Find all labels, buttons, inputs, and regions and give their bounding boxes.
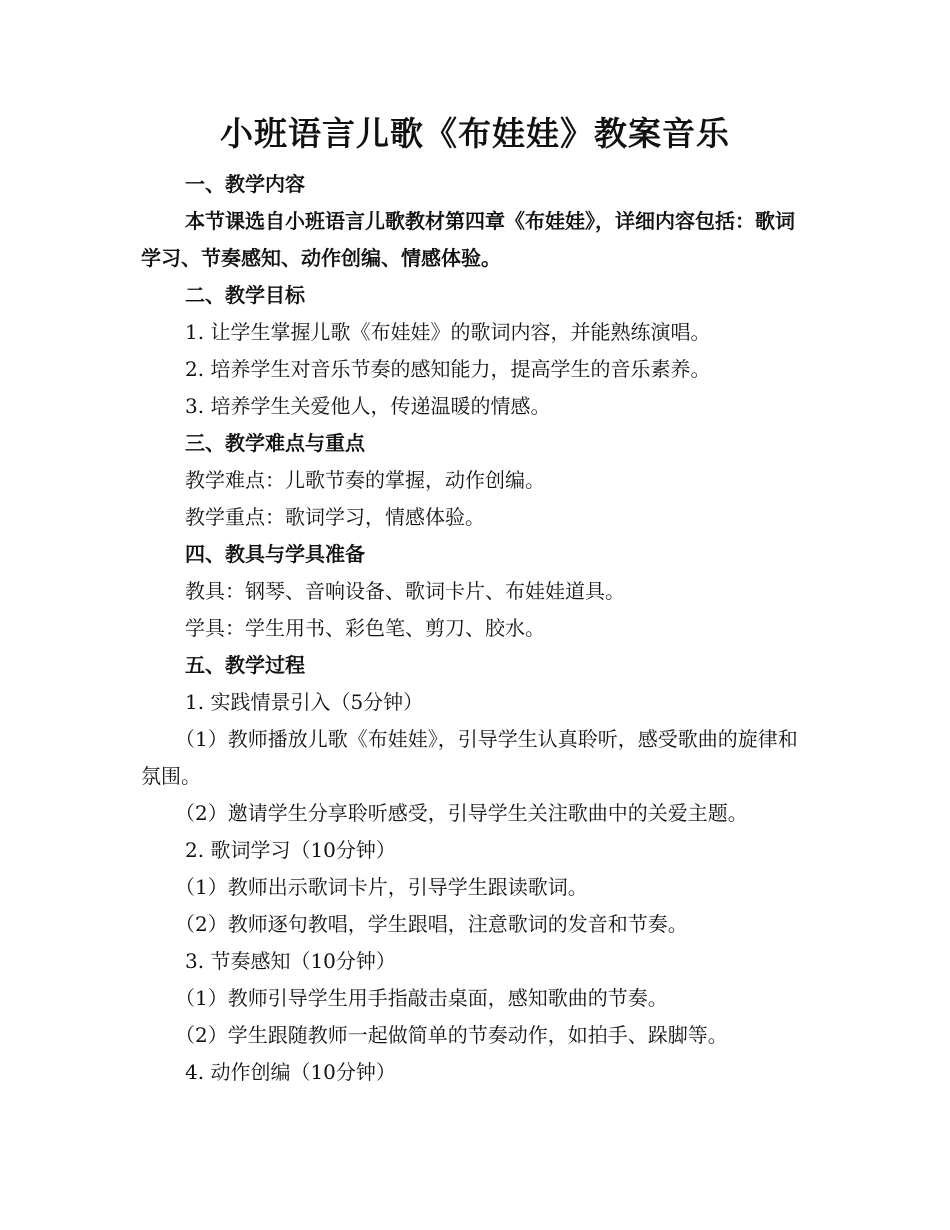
document-body <box>141 166 809 1091</box>
section-heading-objectives: 二、教学目标 <box>185 283 305 307</box>
section-heading-process: 五、教学过程 <box>185 653 305 677</box>
difficulty-item: 教学难点：儿歌节奏的掌握，动作创编。 <box>185 468 545 492</box>
keypoint-item: 教学重点：歌词学习，情感体验。 <box>185 505 485 529</box>
section-heading-materials: 四、教具与学具准备 <box>185 542 365 566</box>
objective-item-1: 1. 让学生掌握儿歌《布娃娃》的歌词内容，并能熟练演唱。 <box>185 320 711 344</box>
section-heading-content: 一、教学内容 <box>185 172 305 196</box>
objective-item-2: 2. 培养学生对音乐节奏的感知能力，提高学生的音乐素养。 <box>185 357 711 381</box>
process-step-4: 4. 动作创编（10分钟） <box>185 1060 396 1084</box>
objective-item-3: 3. 培养学生关爱他人，传递温暖的情感。 <box>185 394 551 418</box>
process-step-1: 1. 实践情景引入（5分钟） <box>185 690 424 714</box>
process-step-2-a: （1）教师出示歌词卡片，引导学生跟读歌词。 <box>175 875 588 899</box>
process-step-3-a: （1）教师引导学生用手指敲击桌面，感知歌曲的节奏。 <box>175 986 668 1010</box>
section-text-content: 本节课选自小班语言儿歌教材第四章《布娃娃》，详细内容包括：歌词学习、节奏感知、动作创编、情感体验。 <box>141 209 795 270</box>
process-step-3-b: （2）学生跟随教师一起做简单的节奏动作，如拍手、跺脚等。 <box>175 1023 728 1047</box>
process-step-2-b: （2）教师逐句教唱，学生跟唱，注意歌词的发音和节奏。 <box>175 912 688 936</box>
page-title: 小班语言儿歌《布娃娃》教案音乐 <box>220 114 730 153</box>
process-step-1-b: （2）邀请学生分享聆听感受，引导学生关注歌曲中的关爱主题。 <box>175 801 748 825</box>
process-step-1-a: （1）教师播放儿歌《布娃娃》，引导学生认真聆听，感受歌曲的旋律和氛围。 <box>141 727 798 788</box>
process-step-3: 3. 节奏感知（10分钟） <box>185 949 396 973</box>
section-heading-keypoints: 三、教学难点与重点 <box>185 431 365 455</box>
process-step-2: 2. 歌词学习（10分钟） <box>185 838 396 862</box>
learning-aids-item: 学具：学生用书、彩色笔、剪刀、胶水。 <box>185 616 545 640</box>
teaching-aids-item: 教具：钢琴、音响设备、歌词卡片、布娃娃道具。 <box>185 579 625 603</box>
